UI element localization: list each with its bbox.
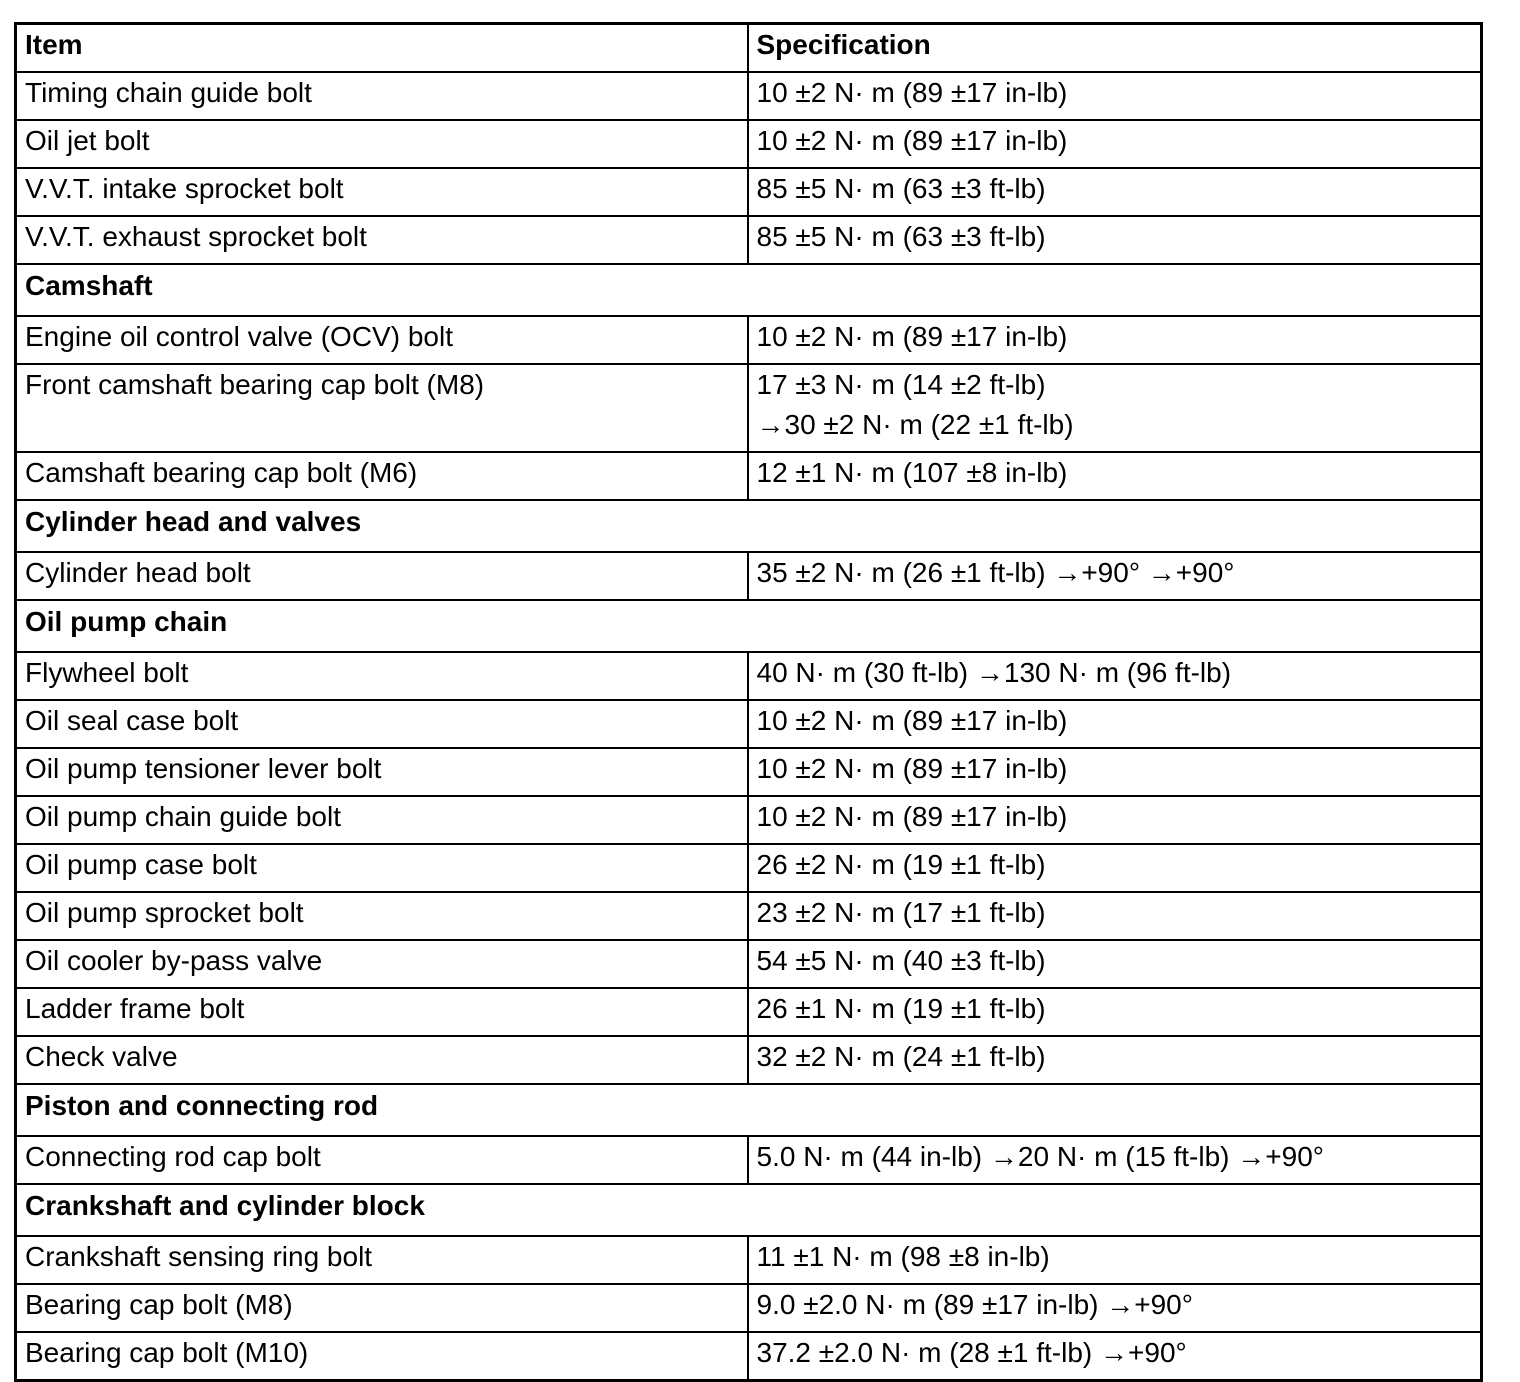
specification-cell: [748, 1284, 1482, 1332]
specification-line: 26 ±1 N· m (19 ±1 ft-lb): [756, 993, 1046, 1024]
item-cell: Oil pump tensioner lever bolt: [16, 748, 748, 796]
item-cell: Cylinder head bolt: [16, 552, 748, 600]
column-header-specification: Specification: [748, 24, 1482, 73]
specification-line: 10 ±2 N· m (89 ±17 in-lb): [756, 125, 1068, 156]
section-row: [16, 1184, 1482, 1236]
specification-cell: [748, 652, 1482, 700]
table-row: [16, 988, 1482, 1036]
table-row: [16, 1036, 1482, 1084]
item-cell: Flywheel bolt: [16, 652, 748, 700]
item-cell: Oil pump chain guide bolt: [16, 796, 748, 844]
specification-cell: [748, 216, 1482, 264]
specification-line: 35 ±2 N· m (26 ±1 ft-lb) →+90° →+90°: [756, 557, 1235, 588]
table-row: [16, 552, 1482, 600]
table-row: [16, 796, 1482, 844]
specification-cell: [748, 72, 1482, 120]
specification-line: 10 ±2 N· m (89 ±17 in-lb): [756, 753, 1068, 784]
section-title: Camshaft: [16, 264, 1482, 316]
table-row: [16, 452, 1482, 500]
section-row: [16, 600, 1482, 652]
specification-cell: [748, 1236, 1482, 1284]
table-row: [16, 72, 1482, 120]
table-body: [16, 24, 1482, 1381]
table-row: [16, 844, 1482, 892]
column-header-item: Item: [16, 24, 748, 73]
item-cell: Oil jet bolt: [16, 120, 748, 168]
item-cell: Ladder frame bolt: [16, 988, 748, 1036]
table-row: [16, 364, 1482, 452]
table-row: [16, 168, 1482, 216]
table-row: [16, 120, 1482, 168]
specification-cell: [748, 120, 1482, 168]
section-title: Oil pump chain: [16, 600, 1482, 652]
torque-spec-table: [14, 22, 1483, 1382]
item-cell: Engine oil control valve (OCV) bolt: [16, 316, 748, 364]
item-cell: Oil pump sprocket bolt: [16, 892, 748, 940]
table-row: [16, 316, 1482, 364]
specification-line: 40 N· m (30 ft-lb) →130 N· m (96 ft-lb): [756, 657, 1232, 688]
specification-line: 85 ±5 N· m (63 ±3 ft-lb): [756, 221, 1046, 252]
item-cell: Camshaft bearing cap bolt (M6): [16, 452, 748, 500]
specification-line: 11 ±1 N· m (98 ±8 in-lb): [756, 1241, 1050, 1272]
section-row: [16, 264, 1482, 316]
specification-line: 26 ±2 N· m (19 ±1 ft-lb): [756, 849, 1046, 880]
specification-cell: [748, 452, 1482, 500]
item-cell: Timing chain guide bolt: [16, 72, 748, 120]
item-cell: Oil seal case bolt: [16, 700, 748, 748]
section-title: Crankshaft and cylinder block: [16, 1184, 1482, 1236]
item-cell: Bearing cap bolt (M10): [16, 1332, 748, 1381]
specification-cell: [748, 748, 1482, 796]
item-cell: Check valve: [16, 1036, 748, 1084]
specification-cell: [748, 796, 1482, 844]
specification-cell: [748, 364, 1482, 452]
table-row: [16, 700, 1482, 748]
item-cell: Front camshaft bearing cap bolt (M8): [16, 364, 748, 452]
specification-cell: [748, 1136, 1482, 1184]
specification-cell: [748, 940, 1482, 988]
specification-cell: [748, 1036, 1482, 1084]
table-row: [16, 748, 1482, 796]
item-cell: V.V.T. intake sprocket bolt: [16, 168, 748, 216]
specification-line: 12 ±1 N· m (107 ±8 in-lb): [756, 457, 1068, 488]
specification-cell: [748, 316, 1482, 364]
specification-line: →30 ±2 N· m (22 ±1 ft-lb): [756, 409, 1074, 440]
specification-cell: [748, 988, 1482, 1036]
table-row: [16, 1136, 1482, 1184]
item-cell: Connecting rod cap bolt: [16, 1136, 748, 1184]
item-cell: Bearing cap bolt (M8): [16, 1284, 748, 1332]
table-row: [16, 1236, 1482, 1284]
table-header-row: [16, 24, 1482, 73]
specification-line: 54 ±5 N· m (40 ±3 ft-lb): [756, 945, 1046, 976]
specification-cell: [748, 552, 1482, 600]
table-row: [16, 1284, 1482, 1332]
table-row: [16, 940, 1482, 988]
specification-cell: [748, 844, 1482, 892]
item-cell: Oil pump case bolt: [16, 844, 748, 892]
specification-cell: [748, 168, 1482, 216]
item-cell: V.V.T. exhaust sprocket bolt: [16, 216, 748, 264]
specification-line: 10 ±2 N· m (89 ±17 in-lb): [756, 705, 1068, 736]
specification-cell: [748, 1332, 1482, 1381]
table-row: [16, 652, 1482, 700]
specification-line: 23 ±2 N· m (17 ±1 ft-lb): [756, 897, 1046, 928]
section-row: [16, 500, 1482, 552]
section-row: [16, 1084, 1482, 1136]
specification-line: 37.2 ±2.0 N· m (28 ±1 ft-lb) →+90°: [756, 1337, 1187, 1368]
item-cell: Crankshaft sensing ring bolt: [16, 1236, 748, 1284]
specification-line: 17 ±3 N· m (14 ±2 ft-lb): [756, 369, 1046, 400]
specification-line: 85 ±5 N· m (63 ±3 ft-lb): [756, 173, 1046, 204]
specification-line: 9.0 ±2.0 N· m (89 ±17 in-lb) →+90°: [756, 1289, 1193, 1320]
table-row: [16, 216, 1482, 264]
specification-line: 32 ±2 N· m (24 ±1 ft-lb): [756, 1041, 1046, 1072]
specification-line: 10 ±2 N· m (89 ±17 in-lb): [756, 77, 1068, 108]
specification-line: 10 ±2 N· m (89 ±17 in-lb): [756, 321, 1068, 352]
table-row: [16, 892, 1482, 940]
specification-cell: [748, 700, 1482, 748]
specification-cell: [748, 892, 1482, 940]
section-title: Piston and connecting rod: [16, 1084, 1482, 1136]
item-cell: Oil cooler by-pass valve: [16, 940, 748, 988]
specification-line: 5.0 N· m (44 in-lb) →20 N· m (15 ft-lb) →+90°: [756, 1141, 1324, 1172]
table-row: [16, 1332, 1482, 1381]
section-title: Cylinder head and valves: [16, 500, 1482, 552]
specification-line: 10 ±2 N· m (89 ±17 in-lb): [756, 801, 1068, 832]
